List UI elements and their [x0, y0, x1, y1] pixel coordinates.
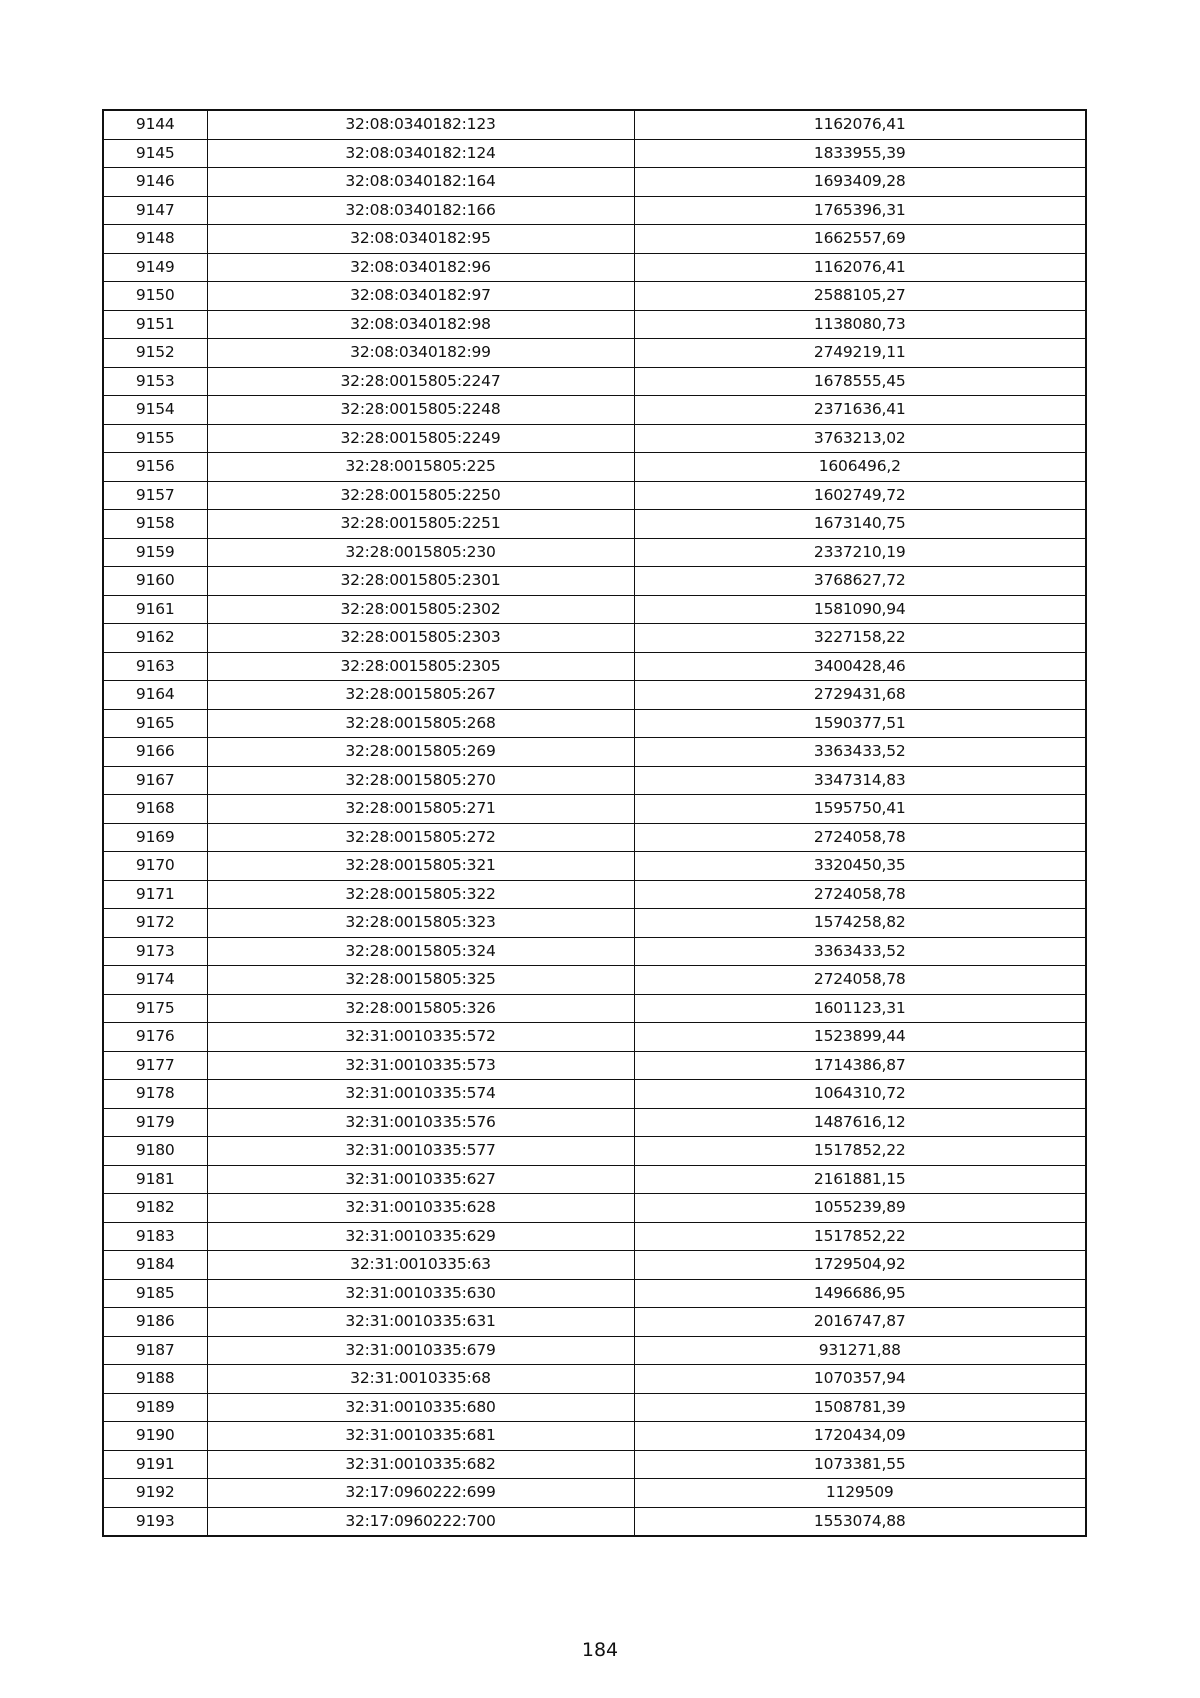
- cadastral-value-cell: 1517852,22: [634, 1137, 1086, 1166]
- cadastral-number-cell: 32:31:0010335:576: [207, 1108, 634, 1137]
- table-row: [103, 795, 1086, 824]
- cadastral-value-cell: 3227158,22: [634, 624, 1086, 653]
- cadastral-value-cell: 1574258,82: [634, 909, 1086, 938]
- row-number-cell: 9153: [103, 367, 207, 396]
- cadastral-number-cell: 32:31:0010335:627: [207, 1165, 634, 1194]
- table-row: [103, 652, 1086, 681]
- row-number-cell: 9157: [103, 481, 207, 510]
- cadastral-value-cell: 931271,88: [634, 1336, 1086, 1365]
- table-body: [103, 110, 1086, 1536]
- cadastral-number-cell: 32:28:0015805:2302: [207, 595, 634, 624]
- cadastral-value-cell: 2337210,19: [634, 538, 1086, 567]
- row-number-cell: 9147: [103, 196, 207, 225]
- cadastral-value-cell: 3400428,46: [634, 652, 1086, 681]
- cadastral-number-cell: 32:28:0015805:270: [207, 766, 634, 795]
- row-number-cell: 9154: [103, 396, 207, 425]
- row-number-cell: 9152: [103, 339, 207, 368]
- table-row: [103, 424, 1086, 453]
- table-row: [103, 1023, 1086, 1052]
- row-number-cell: 9148: [103, 225, 207, 254]
- table-row: [103, 196, 1086, 225]
- cadastral-value-cell: 1662557,69: [634, 225, 1086, 254]
- cadastral-value-cell: 1553074,88: [634, 1507, 1086, 1536]
- cadastral-value-cell: 1601123,31: [634, 994, 1086, 1023]
- row-number-cell: 9161: [103, 595, 207, 624]
- row-number-cell: 9180: [103, 1137, 207, 1166]
- cadastral-value-cell: 2724058,78: [634, 880, 1086, 909]
- cadastral-number-cell: 32:31:0010335:572: [207, 1023, 634, 1052]
- cadastral-value-cell: 1129509: [634, 1479, 1086, 1508]
- row-number-cell: 9176: [103, 1023, 207, 1052]
- row-number-cell: 9160: [103, 567, 207, 596]
- table-row: [103, 168, 1086, 197]
- cadastral-number-cell: 32:28:0015805:2301: [207, 567, 634, 596]
- row-number-cell: 9163: [103, 652, 207, 681]
- cadastral-value-cell: 1162076,41: [634, 253, 1086, 282]
- row-number-cell: 9186: [103, 1308, 207, 1337]
- cadastral-value-cell: 2724058,78: [634, 966, 1086, 995]
- table-row: [103, 453, 1086, 482]
- row-number-cell: 9171: [103, 880, 207, 909]
- cadastral-number-cell: 32:08:0340182:166: [207, 196, 634, 225]
- cadastral-value-cell: 1523899,44: [634, 1023, 1086, 1052]
- cadastral-number-cell: 32:28:0015805:2250: [207, 481, 634, 510]
- row-number-cell: 9192: [103, 1479, 207, 1508]
- table-row: [103, 738, 1086, 767]
- table-row: [103, 937, 1086, 966]
- cadastral-value-cell: 1673140,75: [634, 510, 1086, 539]
- cadastral-number-cell: 32:08:0340182:123: [207, 110, 634, 139]
- table-row: [103, 1279, 1086, 1308]
- cadastral-number-cell: 32:28:0015805:2247: [207, 367, 634, 396]
- cadastral-number-cell: 32:31:0010335:574: [207, 1080, 634, 1109]
- cadastral-number-cell: 32:31:0010335:68: [207, 1365, 634, 1394]
- cadastral-number-cell: 32:08:0340182:97: [207, 282, 634, 311]
- table-row: [103, 1137, 1086, 1166]
- row-number-cell: 9181: [103, 1165, 207, 1194]
- cadastral-number-cell: 32:08:0340182:164: [207, 168, 634, 197]
- cadastral-number-cell: 32:28:0015805:267: [207, 681, 634, 710]
- cadastral-value-cell: 2749219,11: [634, 339, 1086, 368]
- row-number-cell: 9151: [103, 310, 207, 339]
- cadastral-value-cell: 3768627,72: [634, 567, 1086, 596]
- table-row: [103, 852, 1086, 881]
- table-row: [103, 481, 1086, 510]
- table-row: [103, 110, 1086, 139]
- cadastral-number-cell: 32:28:0015805:2249: [207, 424, 634, 453]
- table-row: [103, 1108, 1086, 1137]
- row-number-cell: 9184: [103, 1251, 207, 1280]
- row-number-cell: 9159: [103, 538, 207, 567]
- cadastral-number-cell: 32:31:0010335:573: [207, 1051, 634, 1080]
- cadastral-value-cell: 1073381,55: [634, 1450, 1086, 1479]
- row-number-cell: 9150: [103, 282, 207, 311]
- row-number-cell: 9162: [103, 624, 207, 653]
- row-number-cell: 9177: [103, 1051, 207, 1080]
- table-row: [103, 1336, 1086, 1365]
- row-number-cell: 9182: [103, 1194, 207, 1223]
- cadastral-number-cell: 32:17:0960222:699: [207, 1479, 634, 1508]
- table-row: [103, 1080, 1086, 1109]
- row-number-cell: 9193: [103, 1507, 207, 1536]
- table-row: [103, 538, 1086, 567]
- cadastral-value-cell: 3320450,35: [634, 852, 1086, 881]
- cadastral-value-cell: 2588105,27: [634, 282, 1086, 311]
- cadastral-number-cell: 32:31:0010335:630: [207, 1279, 634, 1308]
- row-number-cell: 9189: [103, 1393, 207, 1422]
- cadastral-value-cell: 1833955,39: [634, 139, 1086, 168]
- cadastral-value-cell: 3763213,02: [634, 424, 1086, 453]
- row-number-cell: 9145: [103, 139, 207, 168]
- table-row: [103, 310, 1086, 339]
- table-row: [103, 1222, 1086, 1251]
- cadastral-number-cell: 32:28:0015805:268: [207, 709, 634, 738]
- row-number-cell: 9144: [103, 110, 207, 139]
- row-number-cell: 9149: [103, 253, 207, 282]
- table-row: [103, 567, 1086, 596]
- table-row: [103, 766, 1086, 795]
- table-row: [103, 1194, 1086, 1223]
- cadastral-number-cell: 32:28:0015805:269: [207, 738, 634, 767]
- cadastral-number-cell: 32:28:0015805:322: [207, 880, 634, 909]
- table-row: [103, 1051, 1086, 1080]
- row-number-cell: 9156: [103, 453, 207, 482]
- table-row: [103, 909, 1086, 938]
- table-row: [103, 1507, 1086, 1536]
- page-number: 184: [581, 1639, 619, 1661]
- row-number-cell: 9165: [103, 709, 207, 738]
- table-row: [103, 994, 1086, 1023]
- cadastral-number-cell: 32:31:0010335:680: [207, 1393, 634, 1422]
- row-number-cell: 9169: [103, 823, 207, 852]
- table-row: [103, 367, 1086, 396]
- table-row: [103, 1365, 1086, 1394]
- row-number-cell: 9187: [103, 1336, 207, 1365]
- cadastral-value-cell: 1162076,41: [634, 110, 1086, 139]
- table-row: [103, 225, 1086, 254]
- cadastral-number-cell: 32:31:0010335:63: [207, 1251, 634, 1280]
- row-number-cell: 9191: [103, 1450, 207, 1479]
- row-number-cell: 9188: [103, 1365, 207, 1394]
- table-row: [103, 139, 1086, 168]
- cadastral-value-cell: 1678555,45: [634, 367, 1086, 396]
- table-row: [103, 1422, 1086, 1451]
- cadastral-value-cell: 1138080,73: [634, 310, 1086, 339]
- cadastral-number-cell: 32:31:0010335:681: [207, 1422, 634, 1451]
- cadastral-value-cell: 3363433,52: [634, 738, 1086, 767]
- row-number-cell: 9167: [103, 766, 207, 795]
- cadastral-number-cell: 32:28:0015805:225: [207, 453, 634, 482]
- cadastral-value-table: [102, 109, 1087, 1537]
- table-row: [103, 1251, 1086, 1280]
- cadastral-number-cell: 32:28:0015805:324: [207, 937, 634, 966]
- row-number-cell: 9170: [103, 852, 207, 881]
- table-row: [103, 624, 1086, 653]
- cadastral-number-cell: 32:31:0010335:577: [207, 1137, 634, 1166]
- table-row: [103, 1450, 1086, 1479]
- table-row: [103, 880, 1086, 909]
- cadastral-number-cell: 32:31:0010335:631: [207, 1308, 634, 1337]
- cadastral-number-cell: 32:17:0960222:700: [207, 1507, 634, 1536]
- cadastral-number-cell: 32:08:0340182:95: [207, 225, 634, 254]
- row-number-cell: 9183: [103, 1222, 207, 1251]
- cadastral-number-cell: 32:28:0015805:325: [207, 966, 634, 995]
- row-number-cell: 9175: [103, 994, 207, 1023]
- cadastral-value-cell: 2016747,87: [634, 1308, 1086, 1337]
- cadastral-number-cell: 32:28:0015805:272: [207, 823, 634, 852]
- cadastral-number-cell: 32:28:0015805:321: [207, 852, 634, 881]
- cadastral-number-cell: 32:08:0340182:99: [207, 339, 634, 368]
- cadastral-value-cell: 2161881,15: [634, 1165, 1086, 1194]
- cadastral-number-cell: 32:28:0015805:230: [207, 538, 634, 567]
- cadastral-value-cell: 1487616,12: [634, 1108, 1086, 1137]
- cadastral-number-cell: 32:28:0015805:2248: [207, 396, 634, 425]
- row-number-cell: 9164: [103, 681, 207, 710]
- row-number-cell: 9158: [103, 510, 207, 539]
- cadastral-value-cell: 2724058,78: [634, 823, 1086, 852]
- cadastral-value-cell: 1496686,95: [634, 1279, 1086, 1308]
- table-row: [103, 396, 1086, 425]
- table-row: [103, 282, 1086, 311]
- cadastral-value-cell: 1064310,72: [634, 1080, 1086, 1109]
- cadastral-value-cell: 1070357,94: [634, 1365, 1086, 1394]
- row-number-cell: 9178: [103, 1080, 207, 1109]
- cadastral-number-cell: 32:31:0010335:682: [207, 1450, 634, 1479]
- row-number-cell: 9155: [103, 424, 207, 453]
- table-row: [103, 1393, 1086, 1422]
- row-number-cell: 9166: [103, 738, 207, 767]
- cadastral-number-cell: 32:31:0010335:629: [207, 1222, 634, 1251]
- table-row: [103, 1308, 1086, 1337]
- table-row: [103, 709, 1086, 738]
- cadastral-value-cell: 1765396,31: [634, 196, 1086, 225]
- table-row: [103, 510, 1086, 539]
- cadastral-value-cell: 1729504,92: [634, 1251, 1086, 1280]
- table-row: [103, 253, 1086, 282]
- table-row: [103, 966, 1086, 995]
- cadastral-value-cell: 3347314,83: [634, 766, 1086, 795]
- cadastral-value-cell: 1693409,28: [634, 168, 1086, 197]
- row-number-cell: 9168: [103, 795, 207, 824]
- table-row: [103, 339, 1086, 368]
- cadastral-number-cell: 32:08:0340182:96: [207, 253, 634, 282]
- cadastral-value-cell: 3363433,52: [634, 937, 1086, 966]
- row-number-cell: 9146: [103, 168, 207, 197]
- row-number-cell: 9185: [103, 1279, 207, 1308]
- cadastral-number-cell: 32:28:0015805:2251: [207, 510, 634, 539]
- cadastral-value-cell: 1714386,87: [634, 1051, 1086, 1080]
- row-number-cell: 9190: [103, 1422, 207, 1451]
- cadastral-number-cell: 32:08:0340182:124: [207, 139, 634, 168]
- cadastral-value-cell: 1720434,09: [634, 1422, 1086, 1451]
- cadastral-value-table-container: [102, 109, 1085, 1537]
- row-number-cell: 9173: [103, 937, 207, 966]
- cadastral-value-cell: 1508781,39: [634, 1393, 1086, 1422]
- cadastral-value-cell: 1581090,94: [634, 595, 1086, 624]
- table-row: [103, 1165, 1086, 1194]
- cadastral-number-cell: 32:28:0015805:2303: [207, 624, 634, 653]
- cadastral-number-cell: 32:08:0340182:98: [207, 310, 634, 339]
- cadastral-number-cell: 32:28:0015805:271: [207, 795, 634, 824]
- table-row: [103, 681, 1086, 710]
- cadastral-number-cell: 32:31:0010335:628: [207, 1194, 634, 1223]
- cadastral-value-cell: 1055239,89: [634, 1194, 1086, 1223]
- cadastral-value-cell: 1606496,2: [634, 453, 1086, 482]
- cadastral-value-cell: 1517852,22: [634, 1222, 1086, 1251]
- cadastral-value-cell: 2729431,68: [634, 681, 1086, 710]
- table-row: [103, 595, 1086, 624]
- cadastral-value-cell: 2371636,41: [634, 396, 1086, 425]
- row-number-cell: 9174: [103, 966, 207, 995]
- cadastral-number-cell: 32:28:0015805:323: [207, 909, 634, 938]
- cadastral-number-cell: 32:28:0015805:326: [207, 994, 634, 1023]
- row-number-cell: 9179: [103, 1108, 207, 1137]
- cadastral-number-cell: 32:28:0015805:2305: [207, 652, 634, 681]
- table-row: [103, 1479, 1086, 1508]
- table-row: [103, 823, 1086, 852]
- row-number-cell: 9172: [103, 909, 207, 938]
- cadastral-value-cell: 1595750,41: [634, 795, 1086, 824]
- cadastral-number-cell: 32:31:0010335:679: [207, 1336, 634, 1365]
- cadastral-value-cell: 1602749,72: [634, 481, 1086, 510]
- cadastral-value-cell: 1590377,51: [634, 709, 1086, 738]
